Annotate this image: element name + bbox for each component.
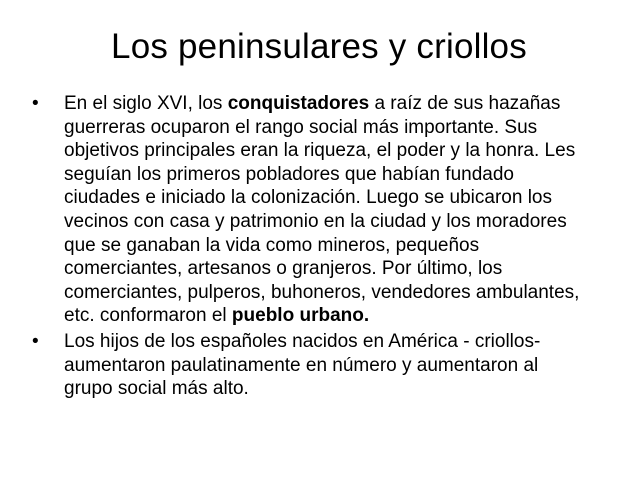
slide-title: Los peninsulares y criollos bbox=[111, 27, 527, 66]
bullet-text: En el siglo XVI, los bbox=[64, 93, 228, 114]
bullet-text: a raíz de sus hazañas guerreras ocuparon el rango social más importante. Sus objetivos principales eran la riqueza, el poder y la honra. Les seguían los primeros pobladores que habían fundado ciudades e iniciado la colonización. Luego se ubicaron los vecinos con casa y patrimonio en la ciudad y los moradores que se ganaban la vida como mineros, pequeños comerciantes, artesanos o granjeros. Por último, los comerciantes, pulperos, buhoneros, vendedores ambulantes, etc. conformaron el bbox=[64, 93, 580, 327]
bullet-dot-icon: • bbox=[32, 330, 39, 352]
bullet-text: Los hijos de los españoles nacidos en América - criollos- aumentaron paulatinamente en número y aumentaron al grupo social más alto. bbox=[64, 330, 541, 400]
bullet-item-criollos bbox=[30, 330, 590, 401]
bullet-item-conquistadores bbox=[30, 92, 590, 328]
bold-term-pueblo-urbano: pueblo urbano. bbox=[231, 305, 370, 327]
bullet-dot-icon: • bbox=[32, 93, 39, 114]
bold-term-conquistadores: conquistadores bbox=[227, 93, 370, 114]
bullet-list bbox=[30, 92, 590, 403]
